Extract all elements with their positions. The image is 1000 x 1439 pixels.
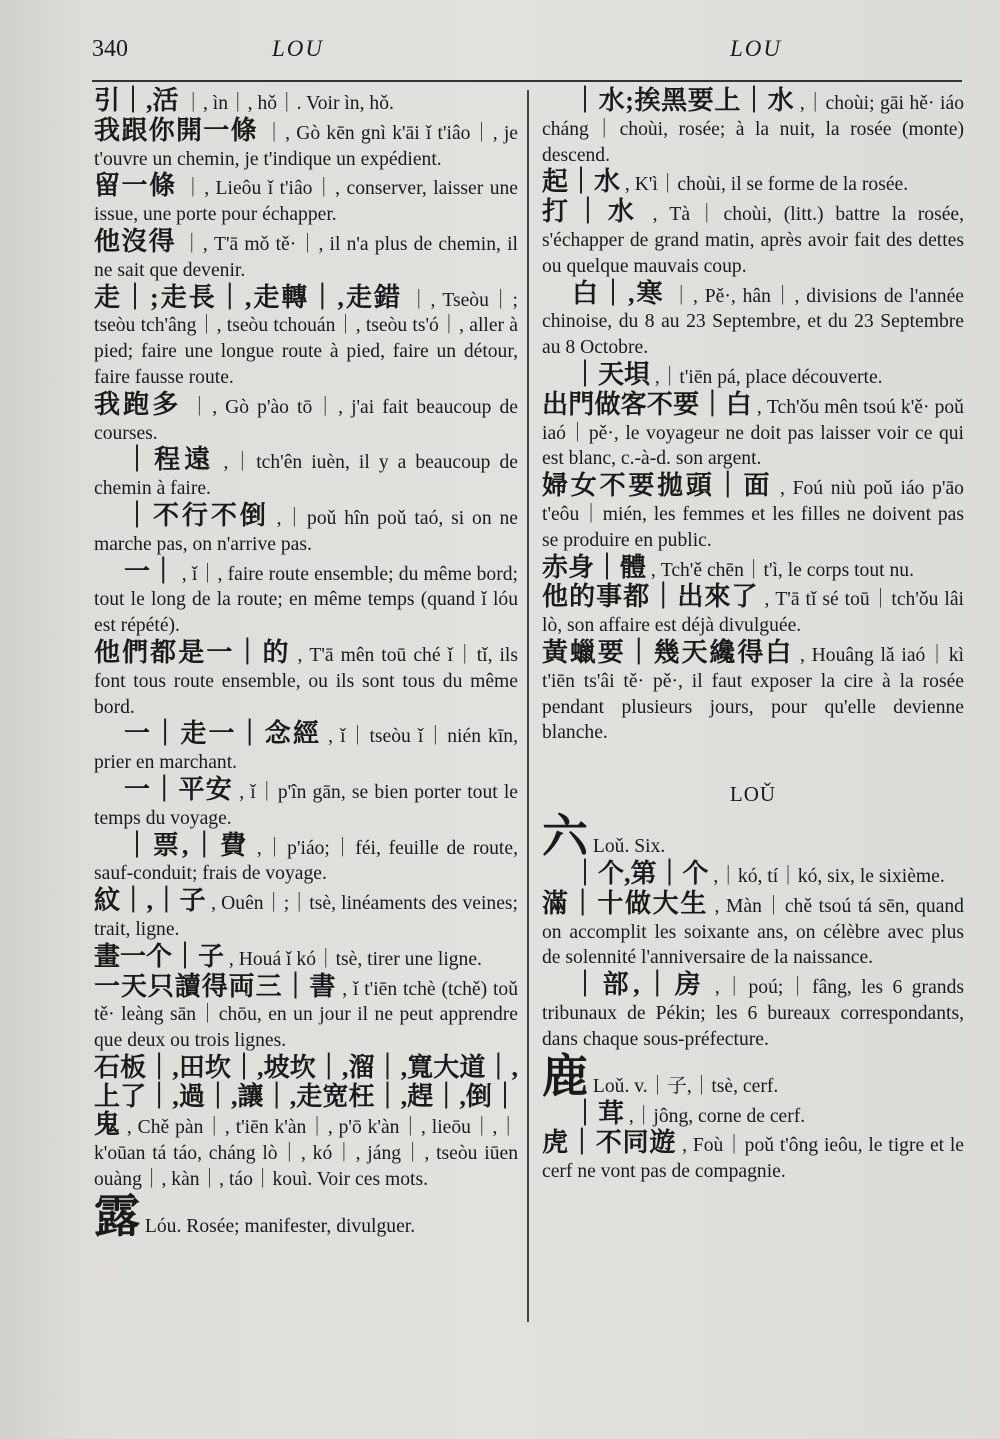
entry bbox=[542, 359, 964, 391]
entry-head: ｜天垻 bbox=[572, 359, 651, 389]
entry bbox=[94, 637, 518, 720]
entry-body: , ǐ｜tseòu ǐ｜nién kīn, prier en marchant. bbox=[94, 726, 518, 774]
entry bbox=[94, 971, 518, 1054]
entry-head: ｜程遠 bbox=[124, 445, 215, 475]
entry bbox=[542, 278, 964, 361]
entry-body: , Foù｜poǔ t'ông ieôu, le tigre et le cerf ne vont pas de compagnie. bbox=[542, 1135, 964, 1183]
entry bbox=[94, 115, 518, 173]
entry bbox=[542, 552, 964, 584]
entry-head: 留一條 bbox=[94, 171, 177, 201]
entry-head: ｜部,｜房 bbox=[572, 970, 706, 1000]
header-rule bbox=[92, 80, 962, 82]
entry bbox=[94, 447, 518, 502]
entry-body: Loǔ. Six. bbox=[592, 835, 666, 857]
entry bbox=[542, 473, 964, 553]
entry bbox=[542, 858, 964, 890]
section-title: LOǓ bbox=[729, 782, 777, 807]
entry-body: , Màn｜chě tsoú tá sēn, quand on accomplit les soixante ans, on célèbre avec plus de solennité l'anniversaire de la naissance. bbox=[542, 895, 964, 969]
entry-body: Lóu. Rosée; manifester, divulguer. bbox=[144, 1215, 416, 1237]
entry-head: 紋｜,｜子 bbox=[94, 886, 206, 916]
entry-body: ｜, ìn｜, hǒ｜. Voir ìn, hǒ. bbox=[183, 93, 394, 114]
entry-body: , Houâng lǎ iaó｜kì t'iēn ts'âi tě· pě·, il faut exposer la cire à la rosée pendant plusieurs jours, pour qu'elle devienne blanche. bbox=[542, 644, 964, 744]
entry-body: , ǐ t'iēn tchè (tchě) toǔ tě· leàng sān｜chōu, en un jour il ne peut apprendre que deux ou trois lignes. bbox=[94, 978, 518, 1052]
running-head-right: LOU bbox=[730, 36, 783, 61]
entry bbox=[542, 810, 964, 862]
entry-head: ｜水;挨黑要上｜水 bbox=[572, 86, 795, 115]
entry-body: ｜, Pě·, hân｜, divisions de l'année chinoise, du 8 au 23 Septembre, et du 23 Septembre au 8 Octobre. bbox=[542, 285, 964, 359]
entry bbox=[94, 1190, 518, 1242]
entry bbox=[94, 389, 518, 447]
entry-head: 露 bbox=[94, 1190, 140, 1242]
entry-body: , ǐ｜p'în gān, se bien porter tout le temps du voyage. bbox=[94, 781, 518, 829]
entry-head: 畫一个｜子 bbox=[94, 941, 225, 971]
running-head-left: LOU bbox=[272, 36, 325, 61]
entry bbox=[542, 972, 964, 1052]
entry-head: ｜不行不倒 bbox=[124, 500, 269, 530]
entry-head: 六 bbox=[542, 810, 588, 862]
entry-head: 滿｜十做大生 bbox=[542, 888, 708, 918]
entry-body: ,｜tch'ên iuèn, il y a beaucoup de chemin à faire. bbox=[94, 452, 518, 500]
entry-body: ｜, T'ā mǒ tě·｜, il n'a plus de chemin, il ne sait que devenir. bbox=[94, 233, 518, 281]
entry-body: , Chě pàn｜, t'iēn k'àn｜, p'ō k'àn｜, lieōu｜,｜k'oūan tá táo, cháng lò｜, kó｜, jáng｜, tseòu iūen ouàng｜, kàn｜, táo｜kouì. Voir ces mots. bbox=[94, 1117, 518, 1191]
entry-body: , Houá ǐ kó｜tsè, tirer une ligne. bbox=[228, 948, 482, 970]
entry-body: , T'ā mên toū ché ǐ｜tǐ, ils font tous route ensemble, ou ils sont tous du même bord. bbox=[94, 644, 518, 718]
entry-body: ｜, Tseòu｜; tseòu tch'âng｜, tseòu tchouán｜, tseòu ts'ó｜, aller à pied; faire une longue route à pied, faire un détour, faire fausse route. bbox=[94, 289, 518, 388]
entry bbox=[542, 888, 964, 971]
entry-body: , K'ì｜choùi, il se forme de la rosée. bbox=[624, 174, 909, 196]
entry-body: Loǔ. v.｜子,｜tsè, cerf. bbox=[592, 1075, 779, 1097]
entry-body: ,｜choùi; gāi hě· iáo cháng｜choùi, rosée; à la nuit, la rosée (monte) descend. bbox=[542, 93, 964, 166]
entry-body: ｜, Lieôu ǐ t'iâo｜, conserver, laisser une issue, une porte pour échapper. bbox=[94, 178, 518, 226]
entry-head: 他沒得 bbox=[94, 226, 176, 256]
entry-head: 婦女不要拋頭｜面 bbox=[542, 471, 773, 501]
entry bbox=[542, 584, 964, 639]
entry bbox=[542, 1050, 964, 1102]
entry-head: 打｜水 bbox=[542, 197, 641, 227]
entry bbox=[94, 88, 518, 117]
entry bbox=[94, 774, 518, 832]
entry bbox=[542, 88, 964, 168]
entry-body: , Tch'ǒu mên tsoú k'ě· poǔ iaó｜pě·, le voyageur ne doit pas laisser voir ce qui est blanc, c.-à-d. son argent. bbox=[542, 396, 964, 470]
entry-head: 走｜;走長｜,走轉｜,走錯 bbox=[94, 282, 402, 312]
entry bbox=[94, 888, 518, 943]
entry-body: , Tà｜choùi, (litt.) battre la rosée, s'échapper de grand matin, après avoir fait des dettes ou quelque mauvais coup. bbox=[542, 204, 964, 277]
entry bbox=[94, 173, 518, 228]
entry bbox=[542, 389, 964, 472]
entry-body: ,｜t'iēn pá, place découverte. bbox=[654, 366, 883, 388]
entry-head: 引｜,活 bbox=[94, 86, 179, 115]
entry bbox=[542, 637, 964, 746]
entry bbox=[94, 500, 518, 558]
entry-head: 出門做客不要｜白 bbox=[542, 389, 752, 419]
entry-body: ｜, Gò p'ào tō｜, j'ai fait beaucoup de courses. bbox=[94, 396, 518, 444]
entry-head: 白｜,寒 bbox=[572, 278, 665, 308]
entry bbox=[542, 199, 964, 279]
entry-body: ,｜poǔ hîn poǔ taó, si on ne marche pas, on n'arrive pas. bbox=[94, 507, 518, 555]
entry bbox=[542, 169, 964, 198]
entry bbox=[94, 941, 518, 973]
page-header bbox=[0, 34, 1000, 68]
entry-head: 鹿 bbox=[542, 1050, 588, 1102]
entry-body: , ǐ｜, faire route ensemble; du même bord; tout le long de la route; en même temps (quand ǐ lóu est répété). bbox=[94, 563, 518, 637]
entry-head: 黃蠟要｜幾天纔得白 bbox=[542, 637, 794, 667]
entry-body: ,｜poú;｜fâng, les 6 grands tribunaux de Pékin; les 6 bureaux correspondants, dans chaque sous-préfecture. bbox=[542, 977, 964, 1050]
column-divider bbox=[527, 90, 529, 1322]
entry-head: 我跟你開一條 bbox=[94, 115, 258, 145]
entry-body: ｜, Gò kēn gnì k'āi ǐ t'iâo｜, je t'ouvre un chemin, je t'indique un expédient. bbox=[94, 122, 518, 170]
entry-body: ,｜kó, tí｜kó, six, le sixième. bbox=[713, 865, 945, 887]
entry-head: 一天只讀得両三｜書 bbox=[94, 971, 337, 1001]
entry bbox=[94, 556, 518, 639]
entry-head: 虎｜不同遊 bbox=[542, 1128, 677, 1158]
entry-head: 一｜ bbox=[124, 556, 177, 586]
entry-head: 起｜水 bbox=[542, 167, 621, 197]
entry-body: ,｜p'iáo;｜féi, feuille de route, sauf-conduit; frais de voyage. bbox=[94, 837, 518, 885]
entry-head: 一｜平安 bbox=[124, 774, 234, 804]
entry-head: 石板｜,田坎｜,坡坎｜,溜｜,寬大道｜,上了｜,過｜,讓｜,走宽枉｜,趕｜,倒｜鬼 bbox=[94, 1052, 518, 1140]
entry-body: , Tch'ě chēn｜t'ì, le corps tout nu. bbox=[650, 559, 914, 581]
entry-body: , Ouên｜;｜tsè, linéaments des veines; trait, ligne. bbox=[94, 893, 518, 940]
left-column bbox=[94, 88, 518, 1241]
entry-head: 他們都是一｜的 bbox=[94, 637, 291, 667]
entry-head: ｜茸 bbox=[572, 1098, 625, 1128]
entry-head: ｜票,｜費 bbox=[124, 830, 250, 860]
entry bbox=[94, 1052, 518, 1193]
entry-head: 他的事都｜出來了 bbox=[542, 582, 759, 612]
entry-head: 我跑多 bbox=[94, 389, 182, 419]
entry-head: 赤身｜體 bbox=[542, 552, 647, 582]
right-column bbox=[542, 88, 964, 1186]
page-number: 340 bbox=[92, 36, 128, 62]
entry-body: ,｜jông, corne de cerf. bbox=[628, 1105, 806, 1127]
entry bbox=[94, 226, 518, 284]
entry-body: , T'ā tǐ sé toū｜tch'ǒu lâi lò, son affaire est déjà divulguée. bbox=[542, 589, 964, 637]
entry bbox=[94, 282, 518, 391]
entry-head: ｜个,第｜个 bbox=[572, 858, 709, 888]
entry bbox=[94, 721, 518, 776]
entry bbox=[542, 1098, 964, 1130]
entry bbox=[94, 830, 518, 888]
entry-head: 一｜走一｜念經 bbox=[124, 719, 322, 749]
entry-body: , Foú niù poǔ iáo p'āo t'eôu｜mién, les femmes et les filles ne doivent pas se produire en public. bbox=[542, 478, 964, 551]
entry bbox=[542, 1130, 964, 1185]
